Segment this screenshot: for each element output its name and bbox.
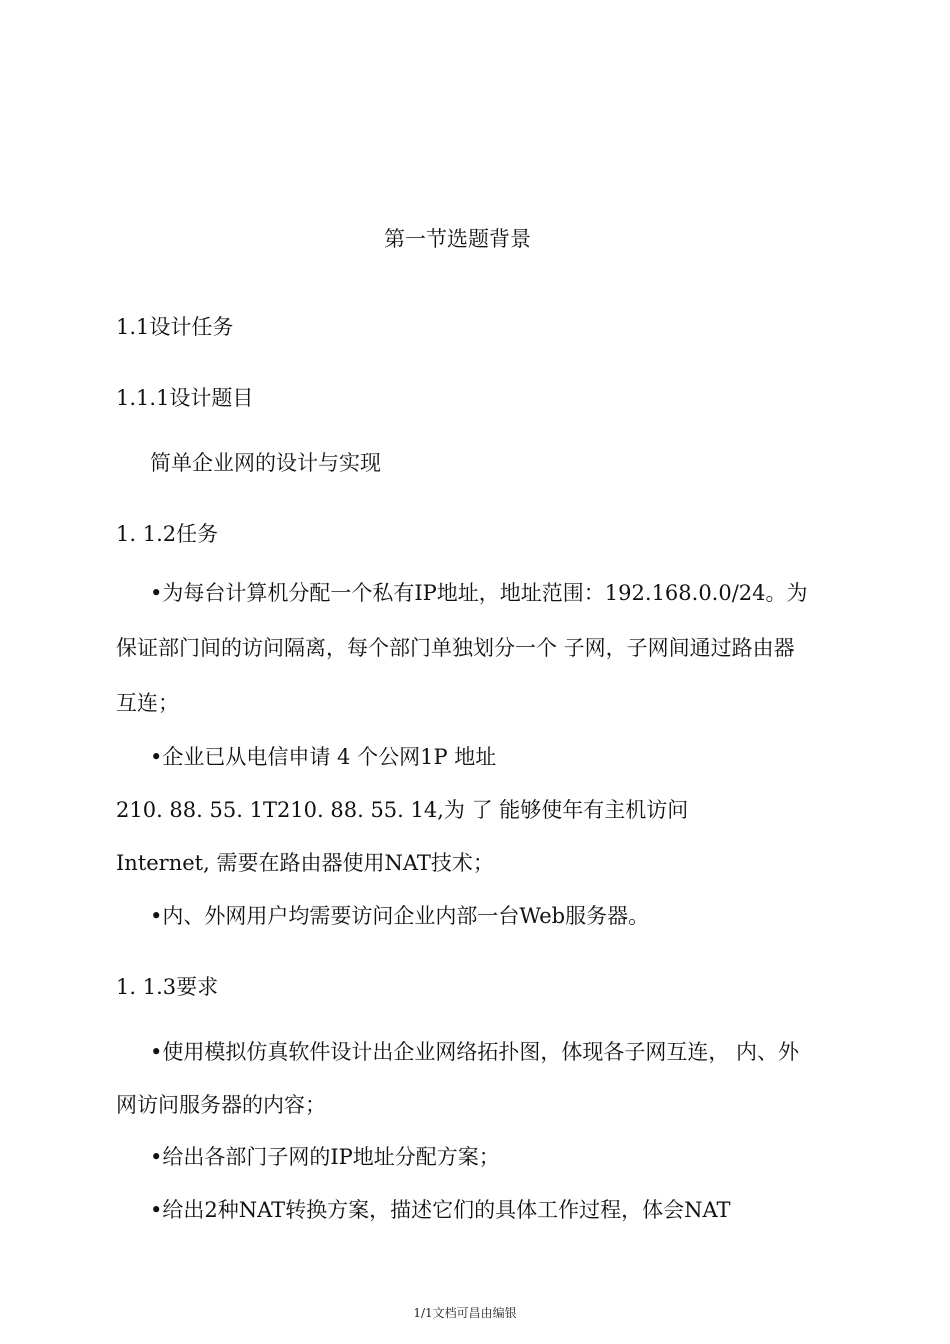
heading-1-1-3: 1. 1.3要求	[116, 975, 219, 999]
task-1-line-2: 保证部门间的访问隔离，每个部门单独划分一个 子网，子网间通过路由器	[116, 636, 795, 660]
heading-1-1-1: 1.1.1设计题目	[116, 386, 254, 410]
heading-1-1-2: 1. 1.2任务	[116, 522, 219, 546]
task-2-line-3: Internet, 需要在路由器使用NAT技术；	[116, 851, 494, 875]
design-topic: 简单企业网的设计与实现	[150, 451, 381, 475]
section-title: 第一节选题背景	[384, 227, 531, 251]
requirement-1-line-1: •使用模拟仿真软件设计出企业网络拓扑图，体现各子网互连， 内、外	[150, 1040, 800, 1064]
task-1-line-1: •为每台计算机分配一个私有IP地址，地址范围：192.168.0.0/24。为	[150, 581, 808, 605]
task-2-line-1: •企业已从电信申请 4 个公网1P 地址	[150, 745, 497, 769]
task-3-line-1: •内、外网用户均需要访问企业内部一台Web服务器。	[150, 904, 650, 928]
requirement-3-line-1: •给出2种NAT转换方案，描述它们的具体工作过程，体会NAT	[150, 1198, 731, 1222]
requirement-1-line-2: 网访问服务器的内容；	[116, 1093, 326, 1117]
requirement-2-line-1: •给出各部门子网的IP地址分配方案；	[150, 1145, 500, 1169]
page-footer: 1/1文档可昌由编银	[413, 1306, 517, 1320]
task-1-line-3: 互连；	[116, 691, 179, 715]
heading-1-1: 1.1设计任务	[116, 315, 234, 339]
task-2-line-2: 210. 88. 55. 1T210. 88. 55. 14,为 了 能够使年有主机访问	[116, 798, 689, 822]
